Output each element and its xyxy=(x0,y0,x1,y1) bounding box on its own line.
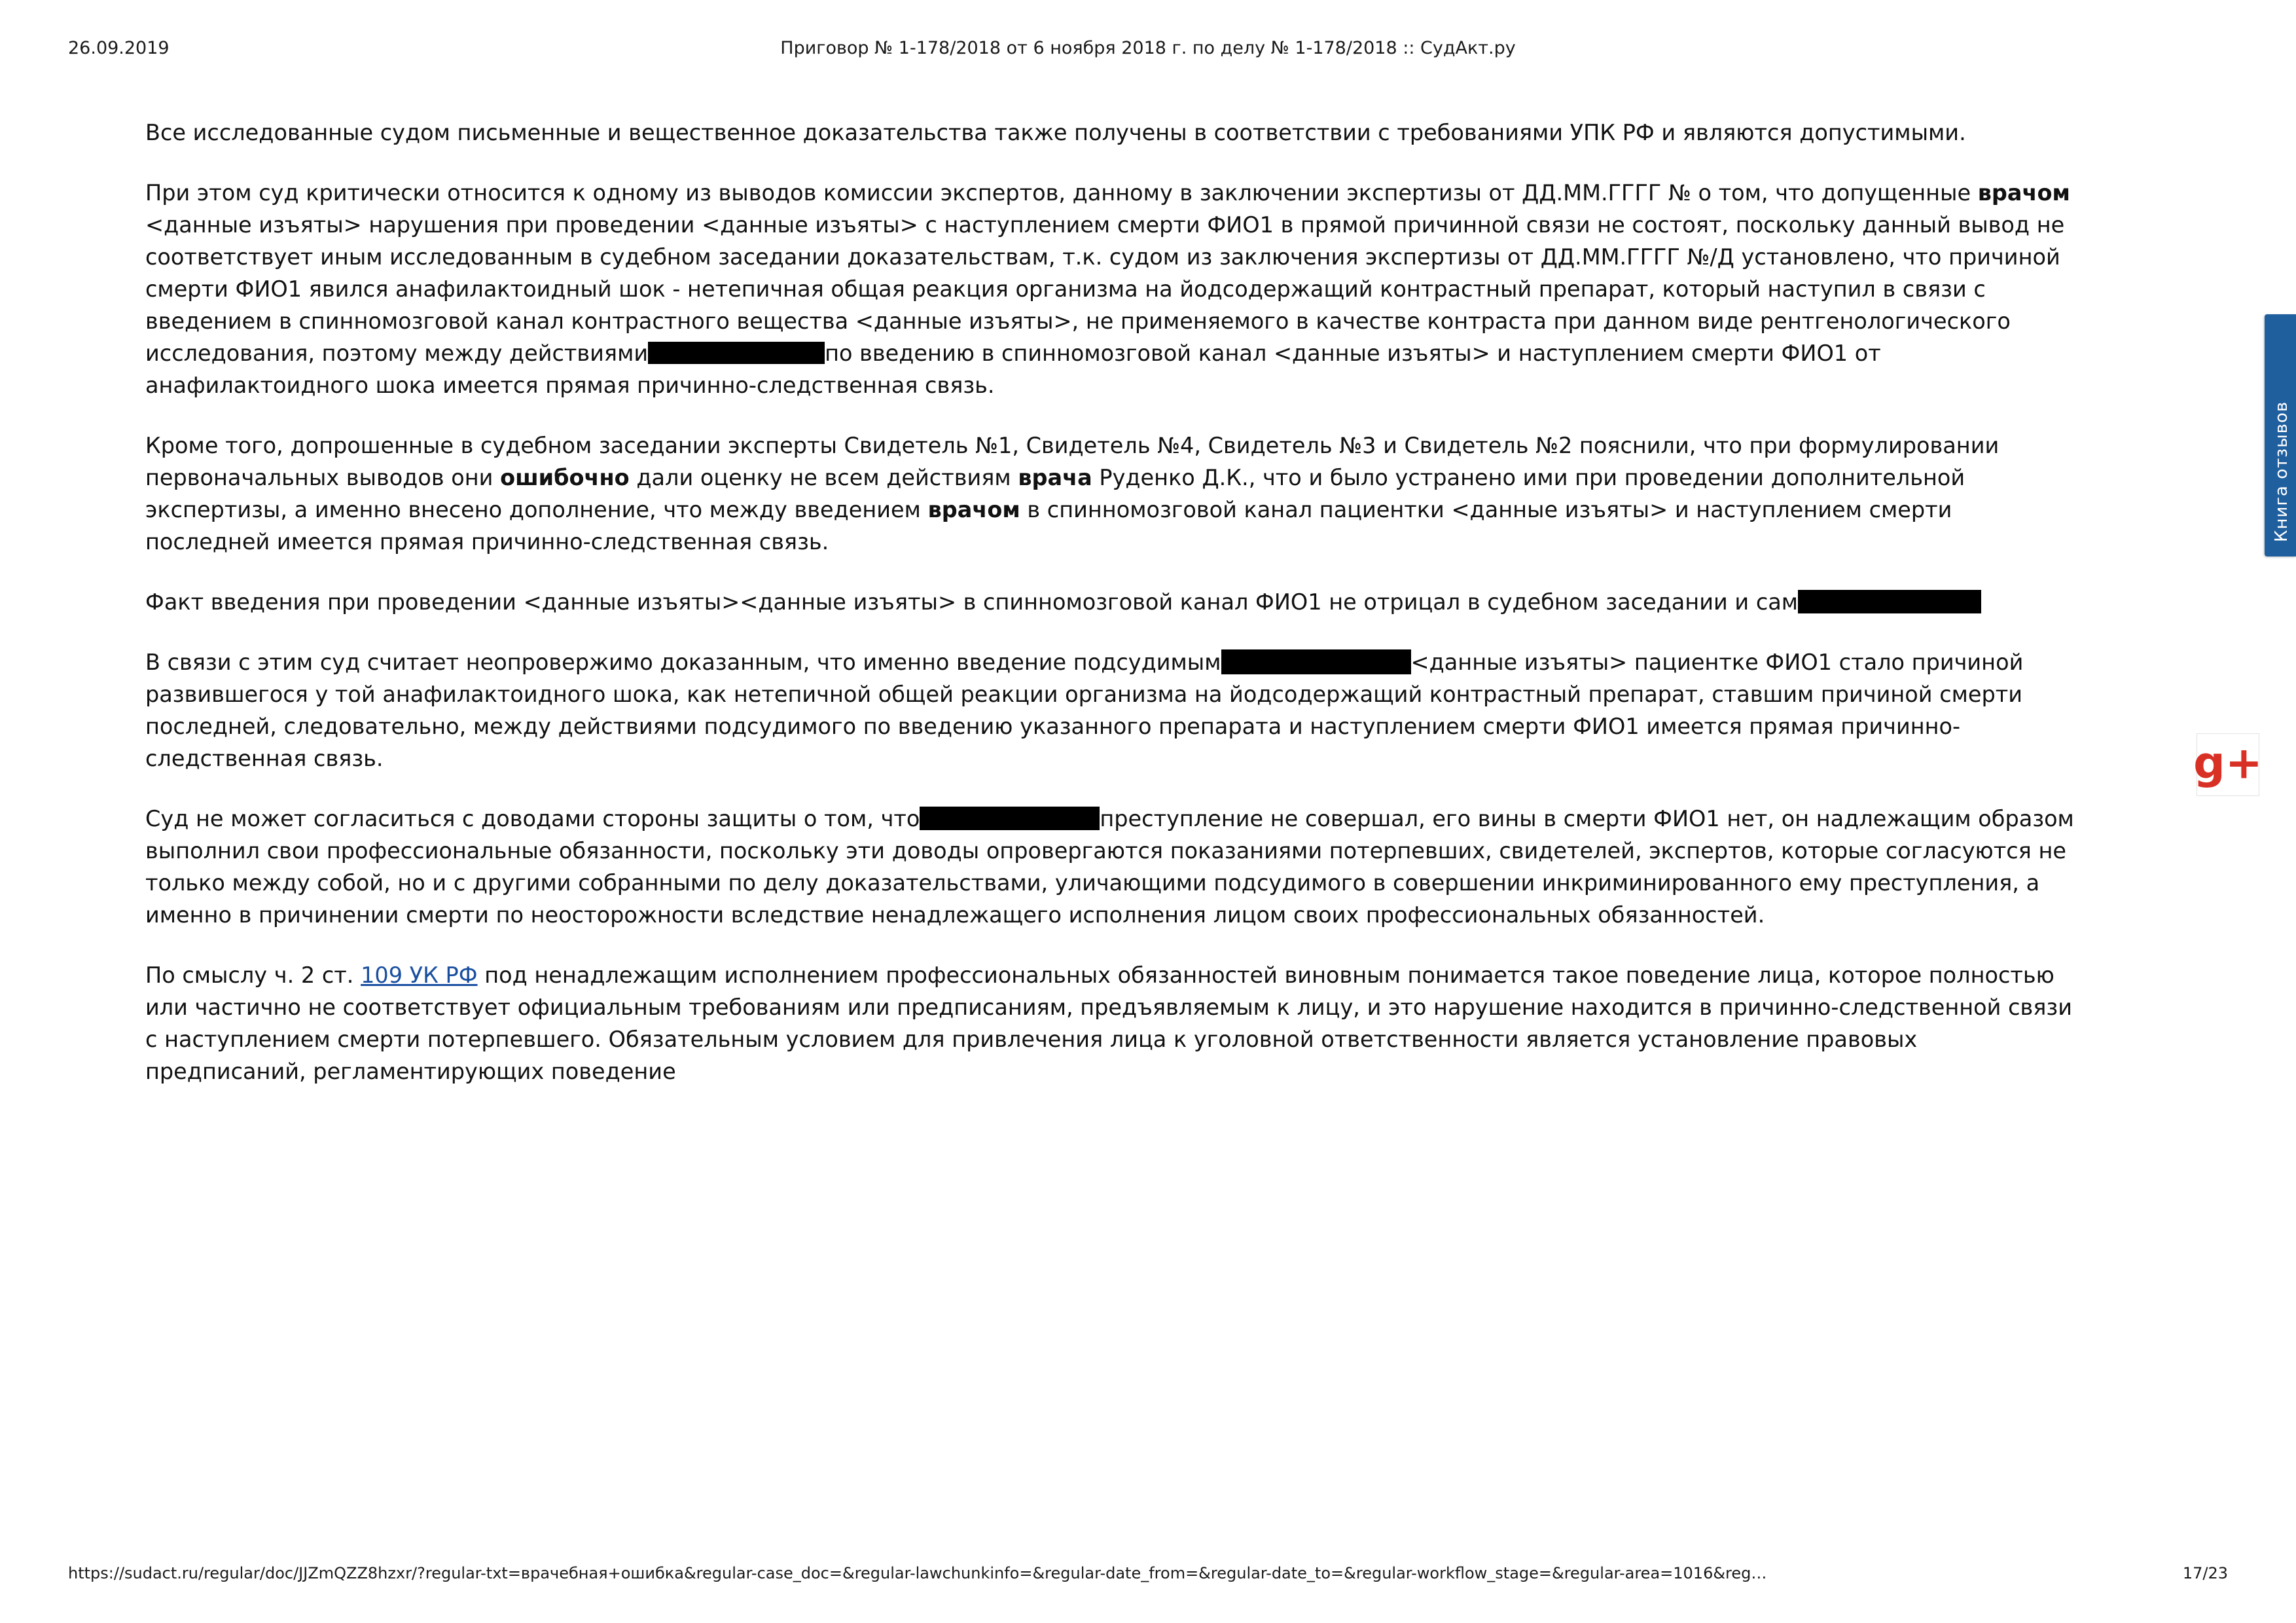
emphasis-vrachom-2: врачом xyxy=(927,497,1020,522)
google-plus-icon: g+ xyxy=(2193,737,2263,790)
page-footer xyxy=(0,1564,2296,1588)
emphasis-vracha: врача xyxy=(1018,465,1092,490)
page-header xyxy=(0,38,2296,64)
footer-source-url: https://sudact.ru/regular/doc/JJZmQZZ8hzxr/?regular-txt=врачебная+ошибка&regular-case_doc=&regular-lawchunkinfo=&regular-date_from=&regular-date_to=&regular-workflow_stage=&regular-area=1016&reg… xyxy=(68,1564,1767,1582)
paragraph-6-text-a: Суд не может согласиться с доводами стороны защиты о том, что xyxy=(145,806,920,831)
law-reference-link[interactable]: 109 УК РФ xyxy=(361,962,478,988)
paragraph-5 xyxy=(145,646,2076,775)
paragraph-3-text-e: Руденко Д.К., что и было устранено ими при проведении дополнительной экспертизы, а именно внесено дополнение, что между введением xyxy=(145,465,1965,522)
redaction-bar xyxy=(1221,649,1411,674)
paragraph-2-text-a: При этом суд критически относится к одному из выводов комиссии экспертов, данному в заключении экспертизы от ДД.ММ.ГГГГ № о том, что допущенные xyxy=(145,180,1978,206)
redaction-bar xyxy=(648,342,825,364)
paragraph-7-text-a: По смыслу ч. 2 ст. xyxy=(145,962,361,988)
paragraph-3-text-g: в спинномозговой канал пациентки <данные изъяты> и наступлением смерти последней имеется прямая причинно-следственная связь. xyxy=(145,497,1952,555)
paragraph-2 xyxy=(145,177,2076,401)
paragraph-6-text-b: преступление не совершал, его вины в смерти ФИО1 нет, он надлежащим образом выполнил свои профессиональные обязанности, поскольку эти доводы опровергаются показаниями потерпевших, свидетелей, экспертов, которые согласуются не только между собой, но и с другими собранными по делу доказательствами, уличающими подсудимого в совершении инкриминированного ему преступления, а именно в причинении смерти по неосторожности вследствие ненадлежащего исполнения лицом своих профессиональных обязанностей. xyxy=(145,806,2074,928)
paragraph-3 xyxy=(145,429,2076,558)
document-text xyxy=(145,117,2076,1087)
feedback-book-tab[interactable] xyxy=(2265,314,2296,556)
paragraph-1 xyxy=(145,117,2076,149)
paragraph-2-text-d: по введению в спинномозговой канал <данные изъяты> и наступлением смерти ФИО1 от анафилактоидного шока имеется прямая причинно-следственная связь. xyxy=(145,340,1881,398)
paragraph-2-text-c: <данные изъяты> нарушения при проведении <данные изъяты> с наступлением смерти ФИО1 в прямой причинной связи не состоят, поскольку данный вывод не соответствует иным исследованным в судебном заседании доказательствам, т.к. судом из заключения экспертизы от ДД.ММ.ГГГГ №/Д установлено, что причиной смерти ФИО1 явился анафилактоидный шок - нетепичная общая реакция организма на йодсодержащий контрастный препарат, который наступил в связи с введением в спинномозговой канал контрастного вещества <данные изъяты>, не применяемого в качестве контраста при данном виде рентгенологического исследования, поэтому между действиями xyxy=(145,212,2065,366)
paragraph-7-text-b: под ненадлежащим исполнением профессиональных обязанностей виновным понимается такое поведение лица, которое полностью или частично не соответствует официальным требованиям или предписаниям, предъявляемым к лицу, и это нарушение находится в причинно-следственной связи с наступлением смерти потерпевшего. Обязательным условием для привлечения лица к уголовной ответственности является установление правовых предписаний, регламентирующих поведение xyxy=(145,962,2072,1084)
paragraph-3-text-c: дали оценку не всем действиям xyxy=(629,465,1018,490)
google-plus-button[interactable] xyxy=(2193,733,2263,796)
header-title: Приговор № 1-178/2018 от 6 ноября 2018 г. по делу № 1-178/2018 :: СудАкт.ру xyxy=(780,38,1516,58)
feedback-book-tab-label: Книга отзывов xyxy=(2272,401,2291,542)
paragraph-5-text-b: <данные изъяты> пациентке ФИО1 стало причиной развившегося у той анафилактоидного шока, как нетепичной общей реакции организма на йодсодержащий контрастный препарат, ставшим причиной смерти последней, следовательно, между действиями подсудимого по введению указанного препарата и наступлением смерти ФИО1 имеется прямая причинно-следственная связь. xyxy=(145,649,2024,771)
redaction-bar xyxy=(920,807,1100,830)
emphasis-vrachom: врачом xyxy=(1977,180,2070,206)
paragraph-7 xyxy=(145,959,2076,1087)
paragraph-6 xyxy=(145,803,2076,931)
paragraph-3-text-a: Кроме того, допрошенные в судебном заседании эксперты Свидетель №1, Свидетель №4, Свидетель №3 и Свидетель №2 пояснили, что при формулировании первоначальных выводов они xyxy=(145,433,2000,490)
redaction-bar xyxy=(1798,590,1981,613)
paragraph-4 xyxy=(145,586,2076,618)
paragraph-1-text: Все исследованные судом письменные и вещественное доказательства также получены в соответствии с требованиями УПК РФ и являются допустимыми. xyxy=(145,120,1966,145)
paragraph-5-text-a: В связи с этим суд считает неопровержимо доказанным, что именно введение подсудимым xyxy=(145,649,1221,675)
emphasis-oshibochno: ошибочно xyxy=(500,465,630,490)
footer-page-number: 17/23 xyxy=(2182,1564,2228,1582)
paragraph-4-text-a: Факт введения при проведении <данные изъяты><данные изъяты> в спинномозговой канал ФИО1 не отрицал в судебном заседании и сам xyxy=(145,589,1799,615)
header-date: 26.09.2019 xyxy=(68,38,170,58)
